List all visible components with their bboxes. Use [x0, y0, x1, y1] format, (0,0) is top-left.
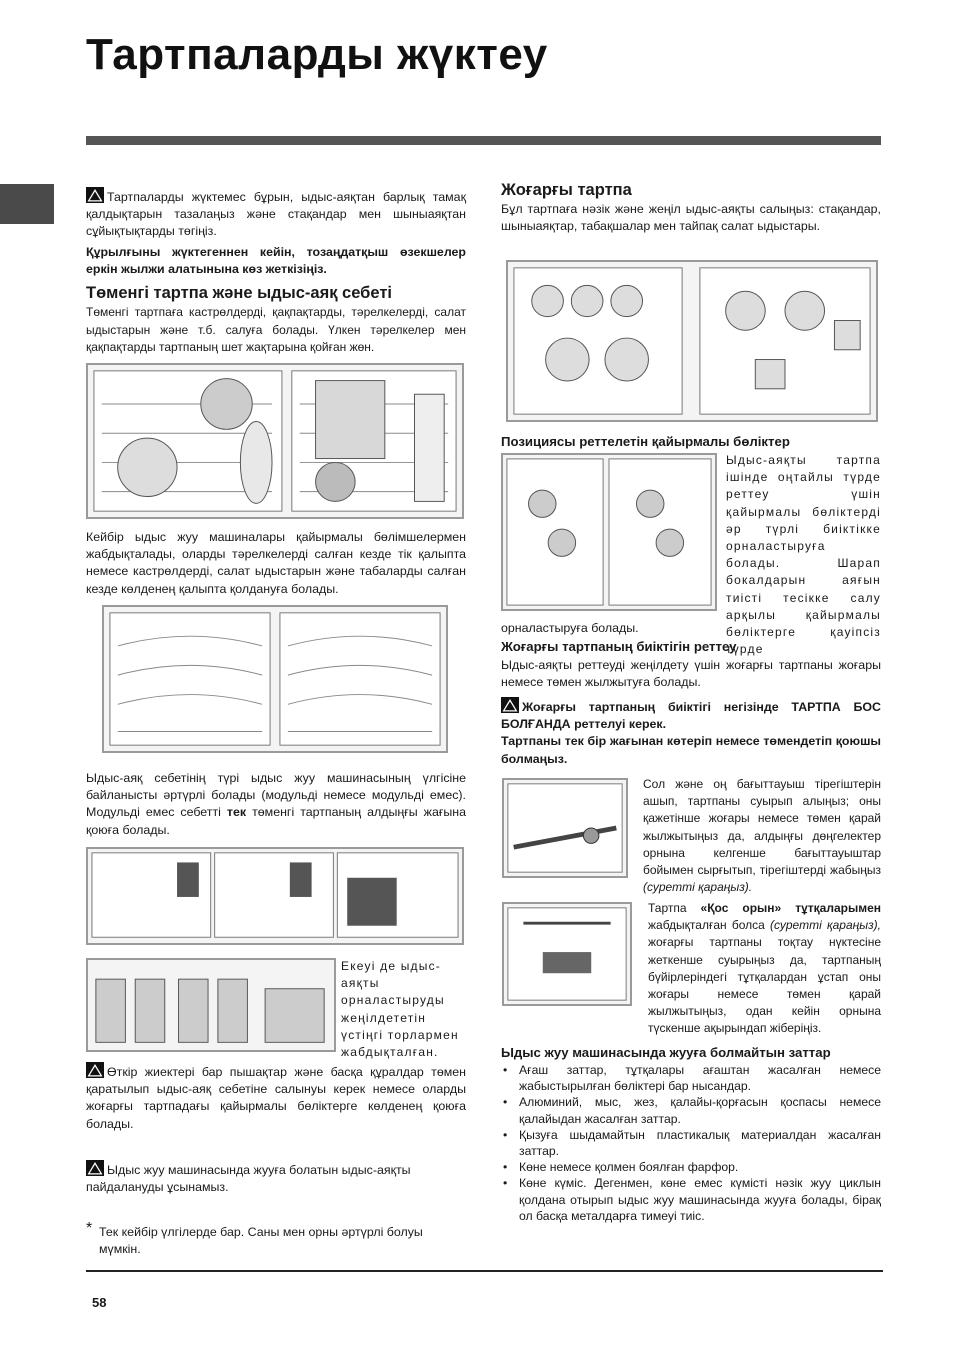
- warning-triangle-icon: [86, 1160, 104, 1176]
- knife-warning: Өткір жиектері бар пышақтар және басқа құралдар төмен қаратылып ыдыс-аяқ себетіне салынуы керек немесе оларды жоғарғы тартпадағы қайырмалы бөліктерге көлденең қоюға болады.: [86, 1062, 466, 1133]
- footnote-mark: *: [86, 1220, 93, 1237]
- page-title: Тартпаларды жүктеу: [86, 30, 548, 79]
- lower-rack-figure: [86, 363, 464, 519]
- lower-rack-heading: Төменгі тартпа және ыдыс-аяқ себеті: [86, 284, 392, 302]
- footnote: Тек кейбір үлгілерде бар. Саны мен орны әртүрлі болуы мүмкін.: [99, 1225, 423, 1257]
- intro-bold: Құрылғыны жүктегеннен кейін, тозаңдатқыш өзекшелер еркін жылжи алатынына көз жеткізіңіз.: [86, 244, 466, 276]
- not-wash-list: [501, 1062, 881, 1224]
- rail-figure: [502, 778, 628, 878]
- footer-rule: [86, 1270, 883, 1272]
- cutlery-grid-figure: [86, 958, 336, 1052]
- folding-text: Кейбір ыдыс жуу машиналары қайырмалы бөлімшелермен жабдықталады, оларды тәрелкелерді салған кезде тік қалыпта немесе кастрөлдерді, салат ыдыстарын және табаларды салған кезде көлденең қалыпта қолдануға болады.: [86, 530, 466, 596]
- list-item: • Көне күміс. Дегенмен, көне емес күмісті нәзік жуу циклын қолдана отырып ыдыс жуу машинасында жууға болады, бірақ ол басқа металдарға тимеуі тиіс.: [501, 1175, 881, 1224]
- warning-triangle-icon: [501, 697, 519, 713]
- height-warning: Жоғарғы тартпаның биіктігі негізінде ТАРТПА БОС БОЛҒАНДА реттелуі керек. Тартпаны тек бір жағынан көтеріп немесе төмендетіп қоюшы болмаңыз.: [501, 697, 881, 768]
- intro-block: [86, 187, 466, 278]
- list-item: • Қызуға шыдамайтын пластикалық материалдан жасалған заттар.: [501, 1127, 881, 1159]
- warning-triangle-icon: [86, 1062, 104, 1078]
- header-rule: [86, 136, 881, 145]
- list-item: • Көне немесе қолмен боялған фарфор.: [501, 1159, 881, 1175]
- warning-triangle-icon: [86, 187, 104, 203]
- lower-rack-text: Төменгі тартпаға кастрөлдерді, қақпақтарды, тәрелкелерді, салат ыдыстарын және т.б. салуға болады. Үлкен тәрелкелер мен қақпақтарды тартпаның шет жақтарына қойған жөн.: [86, 305, 466, 354]
- height-heading: Жоғарғы тартпаның биіктігін реттеу: [501, 639, 737, 654]
- lower-rack-section: [86, 284, 466, 357]
- list-item: • Алюминий, мыс, жез, қалайы-қорғасын қоспасы немесе қалайыдан жасалған заттар.: [501, 1094, 881, 1126]
- rail-text: Сол және оң бағыттауыш тірегіштерін ашып, тартпаны суырып алыңыз; оны қажетінше жоғары немесе төмен қарай жылжытыңыз да, алдыңғы дөңгелектер орнына келгенше бағыттауыштар бойымен сырғытып, тірегіштерді жабыңыз (суретті қараңыз).: [643, 777, 881, 895]
- upper-rack-text: Бұл тартпаға нәзік және жеңіл ыдыс-аяқты салыңыз: стақандар, шыныаяқтар, табақшалар мен тайпақ салат ыдыстары.: [501, 202, 881, 234]
- cutlery-basket-figure: [86, 847, 464, 945]
- height-text: Ыдыс-аяқты реттеуді жеңілдету үшін жоғарғы тартпаны жоғары немесе төмен жылжытуға болады.: [501, 658, 881, 690]
- page-number: 58: [92, 1295, 107, 1310]
- cutlery-grid-text: Екеуі де ыдыс-аяқты орналастыруды жеңілдететін үстіңгі торлармен жабдықталған.: [341, 959, 459, 1060]
- not-wash-heading: Ыдыс жуу машинасында жууға болмайтын заттар: [501, 1045, 831, 1060]
- upper-rack-figure: [506, 260, 878, 422]
- safe-warning: Ыдыс жуу машинасында жууға болатын ыдыс-аяқты пайдалануды ұсынамыз.: [86, 1160, 466, 1196]
- adjustable-heading: Позициясы реттелетін қайырмалы бөліктер: [501, 434, 790, 449]
- height-bold-2: Тартпаны тек бір жағынан көтеріп немесе төмендетіп қоюшы болмаңыз.: [501, 734, 881, 766]
- upper-rack-section: [501, 181, 881, 235]
- intro-text: Тартпаларды жүктемес бұрын, ыдыс-аяқтан барлық тамақ қалдықтарын тазалаңыз және стақандар мен шыныаяқтан сұйықтықтарды төгіңіз.: [86, 190, 466, 239]
- handles-text: Тартпа «Қос орын» тұтқаларымен жабдықталған болса (суретті қараңыз), жоғарғы тартпаны тоқтау нүктесіне жеткенше суырыңыз да, тартпаның бүйірлеріндегі тұтқалардан ұстап оны жоғары немесе төмен қарай жылжытыңыз, одан кейін орнына түскенше ақырындап жіберіңіз.: [648, 901, 881, 1036]
- adjustable-text: Ыдыс-аяқты тартпа ішінде оңтайлы түрде реттеу үшін қайырмалы бөліктерді әр түрлі биіктікке орналастыруға болады. Шарап бокалдарын аяғын тиісті тесікке салу арқылы қайырмалы бөліктерге қауіпсіз түрде: [726, 453, 881, 657]
- adjustable-text-end: орналастыруға болады.: [501, 621, 639, 635]
- adjustable-flaps-figure: [501, 453, 717, 611]
- folding-sections-figure: [102, 605, 448, 753]
- upper-rack-heading: Жоғарғы тартпа: [501, 181, 632, 199]
- section-tab: [0, 184, 54, 224]
- basket-text: Ыдыс-аяқ себетінің түрі ыдыс жуу машинасының үлгісіне байланысты әртүрлі болады (модульді немесе модульді емес). Модульді емес себетті тек төменгі тартпаның алдыңғы жағына қоюға болады.: [86, 771, 466, 837]
- list-item: • Ағаш заттар, тұтқалары ағаштан жасалған немесе жабыстырылған бөліктері бар ныcандар.: [501, 1062, 881, 1094]
- handles-figure: [502, 902, 632, 1006]
